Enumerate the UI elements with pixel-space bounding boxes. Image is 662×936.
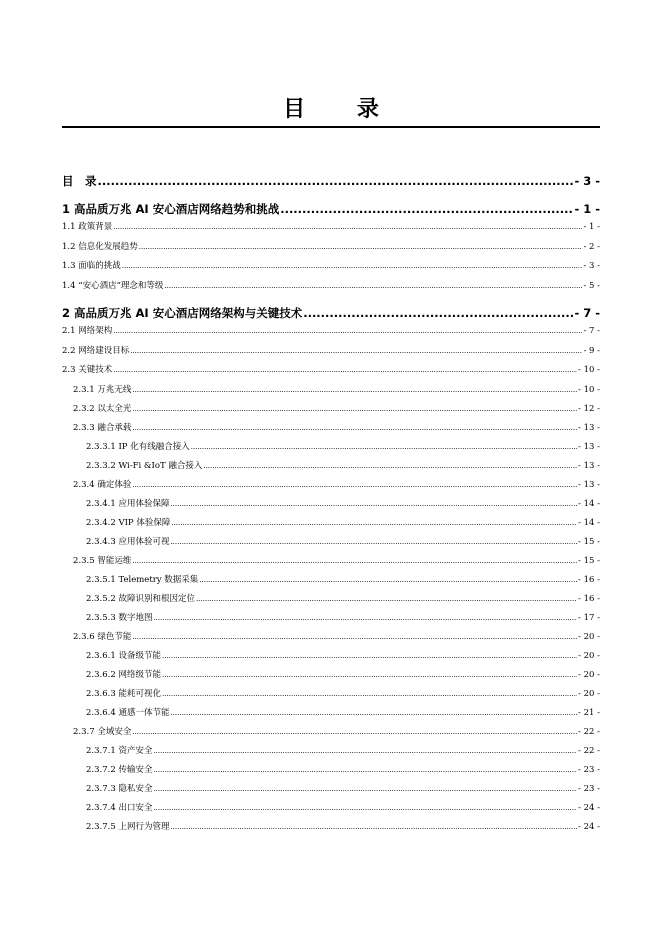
toc-dot-leader — [113, 218, 582, 238]
toc-entry[interactable] — [62, 666, 600, 685]
toc-entry[interactable] — [62, 514, 600, 533]
toc-dot-leader — [162, 666, 577, 685]
toc-page-number: - 24 - — [578, 802, 600, 813]
toc-page-number: - 23 - — [578, 764, 600, 775]
toc-entry[interactable] — [62, 342, 600, 362]
toc-dot-leader — [139, 238, 583, 258]
toc-entry[interactable] — [62, 419, 600, 438]
toc-entry-title: 2.3.6.2 网络级节能 — [86, 669, 161, 680]
toc-entry[interactable] — [62, 400, 600, 419]
toc-entry-title: 2.3.1 万兆无线 — [73, 384, 132, 395]
toc-entry-title: 2.3.4 确定体验 — [73, 479, 132, 490]
toc-dot-leader — [170, 495, 577, 514]
toc-entry[interactable] — [62, 457, 600, 476]
toc-entry-title: 2.3.4.1 应用体验保障 — [86, 498, 170, 509]
toc-page-number: - 20 - — [578, 650, 600, 661]
toc-dot-leader — [122, 257, 583, 277]
toc-entry-title: 2.3.6 绿色节能 — [73, 631, 132, 642]
toc-entry[interactable] — [62, 628, 600, 647]
toc-dot-leader — [170, 704, 577, 723]
toc-entry[interactable] — [62, 590, 600, 609]
toc-page-number: - 16 - — [578, 593, 600, 604]
toc-dot-leader — [303, 300, 573, 322]
toc-entry[interactable] — [62, 552, 600, 571]
toc-entry[interactable] — [62, 476, 600, 495]
toc-entry-title: 2.3.5.2 故障识别和根因定位 — [86, 593, 195, 604]
toc-dot-leader — [132, 400, 577, 419]
toc-page-number: - 1 - — [574, 202, 600, 216]
toc-page-number: - 15 - — [578, 536, 600, 547]
page-title: 目 录 — [283, 97, 401, 122]
toc-entry[interactable] — [62, 322, 600, 342]
toc-entry[interactable] — [62, 571, 600, 590]
toc-page-number: - 24 - — [578, 821, 600, 832]
toc-page-number: - 7 - — [574, 306, 600, 320]
toc-page-number: - 13 - — [578, 441, 600, 452]
toc-dot-leader — [132, 552, 577, 571]
toc-entry-title: 1.3 面临的挑战 — [62, 261, 121, 271]
title-underline — [62, 126, 600, 128]
toc-entry-title: 1.4 “安心酒店”理念和等级 — [62, 280, 164, 291]
toc-entry-title: 1.2 信息化发展趋势 — [62, 241, 138, 252]
toc-entry-title: 2.2 网络建设目标 — [62, 345, 130, 356]
toc-entry[interactable] — [62, 799, 600, 818]
toc-page-number: - 14 - — [578, 498, 600, 509]
toc-page-number: - 22 - — [578, 745, 600, 756]
toc-entry-title: 2 高品质万兆 AI 安心酒店网络架构与关键技术 — [62, 306, 303, 320]
toc-entry[interactable] — [62, 361, 600, 381]
toc-page-number: - 23 - — [578, 783, 600, 794]
toc-page-number: - 16 - — [578, 574, 600, 585]
toc-page-number: - 13 - — [578, 422, 600, 433]
toc-entry-title: 2.3.6.4 通感一体节能 — [86, 707, 170, 718]
toc-entry-title: 2.3.7.4 出口安全 — [86, 802, 153, 813]
toc-dot-leader — [130, 342, 582, 362]
toc-dot-leader — [170, 818, 577, 837]
toc-entry-title: 2.3 关键技术 — [62, 365, 113, 375]
toc-entry-title: 2.3.3 融合承载 — [73, 422, 132, 433]
toc-entry[interactable] — [62, 818, 600, 837]
toc-dot-leader — [132, 419, 577, 438]
toc-page-number: - 10 - — [578, 384, 600, 395]
toc-entry[interactable] — [62, 780, 600, 799]
toc-page-number: - 20 - — [578, 669, 600, 680]
toc-page-number: - 5 - — [583, 280, 600, 291]
toc-entry[interactable] — [62, 533, 600, 552]
toc-dot-leader — [170, 533, 577, 552]
toc-page-number: - 1 - — [583, 222, 600, 232]
toc-entry[interactable] — [62, 192, 600, 218]
toc-entry[interactable] — [62, 381, 600, 400]
toc-entry-title: 2.3.2 以太全光 — [73, 403, 132, 414]
toc-dot-leader — [164, 277, 582, 297]
toc-dot-leader — [113, 322, 582, 342]
toc-page-number: - 14 - — [578, 517, 600, 528]
toc-entry-title: 2.3.7.1 资产安全 — [86, 745, 153, 756]
table-of-contents — [62, 170, 600, 837]
toc-entry-title: 2.3.7 全域安全 — [73, 726, 132, 737]
toc-entry[interactable] — [62, 438, 600, 457]
toc-dot-leader — [162, 647, 577, 666]
toc-entry-title: 2.3.6.3 能耗可视化 — [86, 688, 161, 699]
toc-entry[interactable] — [62, 761, 600, 780]
toc-entry[interactable] — [62, 218, 600, 238]
toc-dot-leader — [153, 780, 577, 799]
toc-entry-title: 2.3.5.1 Telemetry 数据采集 — [86, 574, 199, 585]
toc-dot-leader — [132, 723, 577, 742]
toc-dot-leader — [132, 381, 577, 400]
toc-page-number: - 3 - — [583, 261, 600, 271]
toc-dot-leader — [132, 628, 577, 647]
toc-dot-leader — [171, 514, 577, 533]
toc-page-number: - 15 - — [578, 555, 600, 566]
toc-dot-leader — [153, 761, 577, 780]
toc-dot-leader — [153, 609, 577, 628]
toc-dot-leader — [113, 361, 577, 381]
toc-page-number: - 21 - — [578, 707, 600, 718]
toc-dot-leader — [162, 685, 577, 704]
toc-entry-title: 2.3.5.3 数字地图 — [86, 612, 153, 623]
toc-entry[interactable] — [62, 257, 600, 277]
toc-page-number: - 9 - — [583, 345, 600, 356]
toc-page-number: - 12 - — [578, 403, 600, 414]
toc-dot-leader — [191, 438, 577, 457]
toc-dot-leader — [132, 476, 577, 495]
toc-entry-title: 2.3.3.2 Wi-Fi &IoT 融合接入 — [86, 460, 203, 471]
toc-entry-title: 目 录 — [62, 174, 97, 188]
toc-page-number: - 17 - — [578, 612, 600, 623]
toc-entry[interactable] — [62, 609, 600, 628]
toc-page-number: - 3 - — [574, 174, 600, 188]
toc-page-number: - 10 - — [578, 365, 600, 375]
toc-page-number: - 7 - — [583, 326, 600, 336]
toc-entry[interactable] — [62, 647, 600, 666]
toc-entry-title: 2.3.4.3 应用体验可视 — [86, 536, 170, 547]
toc-entry-title: 2.3.6.1 设备级节能 — [86, 650, 161, 661]
toc-entry[interactable] — [62, 685, 600, 704]
toc-page-number: - 13 - — [578, 460, 600, 471]
toc-entry[interactable] — [62, 495, 600, 514]
toc-dot-leader — [98, 170, 574, 192]
toc-entry-title: 1 高品质万兆 AI 安心酒店网络趋势和挑战 — [62, 202, 280, 216]
toc-page-number: - 22 - — [578, 726, 600, 737]
toc-entry[interactable] — [62, 723, 600, 742]
toc-page-number: - 20 - — [578, 688, 600, 699]
toc-dot-leader — [153, 799, 577, 818]
toc-dot-leader — [153, 742, 577, 761]
toc-entry-title: 2.3.4.2 VIP 体验保障 — [86, 517, 171, 528]
toc-dot-leader — [196, 590, 577, 609]
toc-entry-title: 2.1 网络架构 — [62, 326, 113, 336]
toc-entry[interactable] — [62, 742, 600, 761]
toc-entry[interactable] — [62, 238, 600, 258]
toc-entry[interactable] — [62, 170, 600, 192]
toc-dot-leader — [203, 457, 577, 476]
toc-entry[interactable] — [62, 704, 600, 723]
toc-page-number: - 2 - — [583, 241, 600, 252]
toc-entry-title: 2.3.3.1 IP 化有线融合接入 — [86, 441, 190, 452]
toc-dot-leader — [280, 196, 573, 218]
toc-entry-title: 2.3.7.2 传输安全 — [86, 764, 153, 775]
toc-page-number: - 13 - — [578, 479, 600, 490]
toc-entry-title: 2.3.7.3 隐私安全 — [86, 783, 153, 794]
toc-entry-title: 2.3.7.5 上网行为管理 — [86, 821, 170, 832]
toc-entry[interactable] — [62, 277, 600, 297]
toc-entry-title: 2.3.5 智能运维 — [73, 555, 132, 566]
toc-entry-title: 1.1 政策背景 — [62, 222, 113, 232]
toc-page-number: - 20 - — [578, 631, 600, 642]
toc-dot-leader — [199, 571, 577, 590]
toc-entry[interactable] — [62, 296, 600, 322]
